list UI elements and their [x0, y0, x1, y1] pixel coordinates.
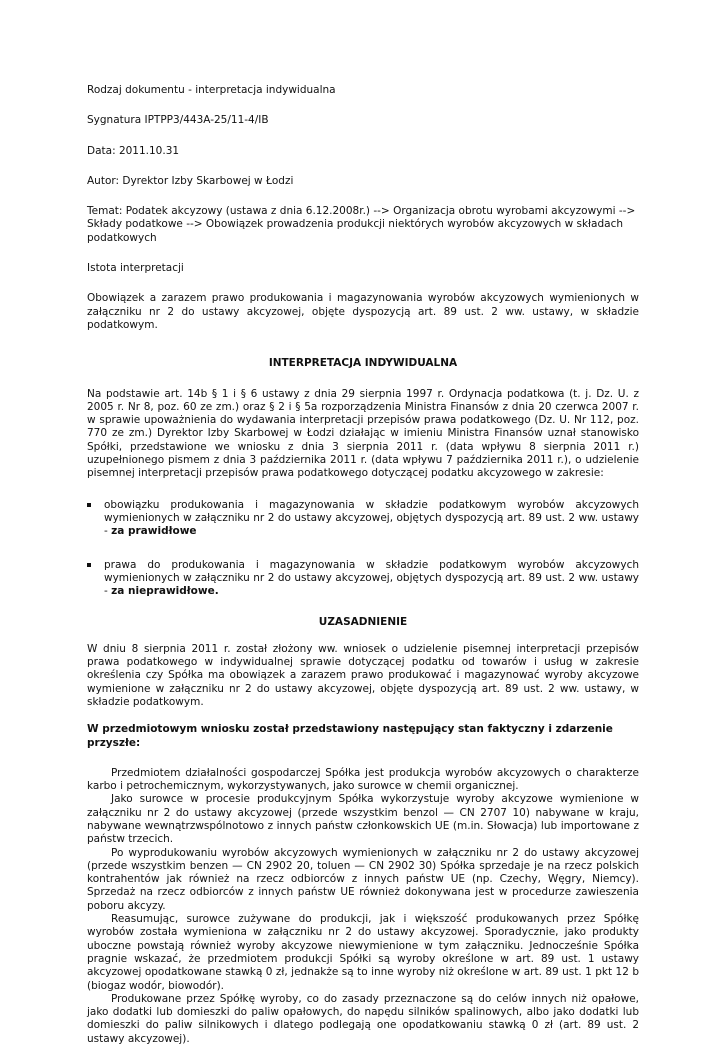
- facts-paragraph: Przedmiotem działalności gospodarczej Spółka jest produkcja wyrobów akcyzowych o charakterze karbo i petrochemicznym, wykorzystywanych, jako surowce w chemii organicznej.: [87, 766, 639, 793]
- facts-paragraph: Produkowane przez Spółkę wyroby, co do zasady przeznaczone są do celów innych niż opałowe, jako dodatki lub domieszki do paliw opałowych, do napędu silników spalinowych, albo jako dodatki lub domieszki do paliw silnikowych i dlatego podlegają one opodatkowaniu stawką 0 zł (art. 89 ust. 2 ustawy akcyzowej).: [87, 992, 639, 1045]
- scope-item-text: obowiązku produkowania i magazynowania w składzie podatkowym wyrobów akcyzowych wymienionych w załączniku nr 2 do ustawy akcyzowej, objętych dyspozycją art. 89 ust. 2 ww. ustawy -: [104, 498, 639, 538]
- document-signature: Sygnatura IPTPP3/443A-25/11-4/IB: [87, 114, 269, 127]
- document-topic: Temat: Podatek akcyzowy (ustawa z dnia 6.12.2008r.) --> Organizacja obrotu wyrobami akcyzowymi --> Składy podatkowe --> Obowiązek prowadzenia produkcji niektórych wyrobów akcyzowych w składach podatkowych: [87, 205, 636, 244]
- facts-heading: W przedmiotowym wniosku został przedstawiony następujący stan faktyczny i zdarzenie przyszłe:: [87, 723, 613, 749]
- document-author: Autor: Dyrektor Izby Skarbowej w Łodzi: [87, 174, 294, 187]
- essence-label: Istota interpretacji: [87, 262, 184, 275]
- bullet-icon: [87, 503, 91, 507]
- scope-list: [87, 499, 639, 599]
- interpretation-heading: INTERPRETACJA INDYWIDUALNA: [268, 357, 458, 370]
- scope-item-text: prawa do produkowania i magazynowania w składzie podatkowym wyrobów akcyzowych wymienionych w załączniku nr 2 do ustawy akcyzowej, objętych dyspozycją art. 89 ust. 2 ww. ustawy -: [104, 558, 639, 598]
- scope-list-item: [87, 499, 639, 539]
- document-date: Data: 2011.10.31: [87, 144, 180, 157]
- justification-paragraph: W dniu 8 sierpnia 2011 r. został złożony ww. wniosek o udzielenie pisemnej interpretacji przepisów prawa podatkowego w indywidualnej sprawie dotyczącej podatku od towarów i usług w zakresie określenia czy Spółka ma obowiązek a zarazem prawo produkować i magazynować wyroby akcyzowe wymienione w załączniku nr 2 do ustawy akcyzowej, objęte dyspozycją art. 89 ust. 2 ww. ustawy, w składzie podatkowym.: [87, 642, 639, 708]
- scope-item-verdict: za nieprawidłowe.: [111, 585, 219, 598]
- scope-item-verdict: za prawidłowe: [111, 525, 197, 538]
- bullet-icon: [87, 563, 91, 567]
- facts-paragraph: Reasumując, surowce zużywane do produkcji, jak i większość produkowanych przez Spółkę wyrobów została wymieniona w załączniku nr 2 do ustawy akcyzowej. Sporadycznie, jako produkty uboczne powstają również wyroby akcyzowe niewymienione w tym załączniku. Jednocześnie Spółka pragnie wskazać, że przedmiotem produkcji Spółki są wyroby określone w art. 89 ust. 1 ustawy akcyzowej opodatkowane stawką 0 zł, jednakże są to inne wyroby niż określone w art. 89 ust. 1 pkt 12 b (biogaz wodór, biowodór).: [87, 913, 639, 992]
- document-body: [87, 84, 639, 1046]
- document-type: Rodzaj dokumentu - interpretacja indywidualna: [87, 84, 336, 96]
- justification-heading: UZASADNIENIE: [318, 616, 408, 629]
- facts-paragraph: Po wyprodukowaniu wyrobów akcyzowych wymienionych w załączniku nr 2 do ustawy akcyzowej (przede wszystkim benzen — CN 2902 20, toluen — CN 2902 30) Spółka sprzedaje je na rzecz polskich kontrahentów jak również na rzecz odbiorców z innych państw UE (np. Czechy, Węgry, Niemcy). Sprzedaż na rzecz odbiorców z innych państw UE również dokonywana jest w procedurze zawieszenia poboru akcyzy.: [87, 846, 639, 912]
- intro-paragraph: Na podstawie art. 14b § 1 i § 6 ustawy z dnia 29 sierpnia 1997 r. Ordynacja podatkowa (t. j. Dz. U. z 2005 r. Nr 8, poz. 60 ze zm.) oraz § 2 i § 5a rozporządzenia Ministra Finansów z dnia 20 czerwca 2007 r. w sprawie upoważnienia do wydawania interpretacji przepisów prawa podatkowego (Dz. U. Nr 112, poz. 770 ze zm.) Dyrektor Izby Skarbowej w Łodzi działając w imieniu Ministra Finansów uznał stanowisko Spółki, przedstawione we wniosku z dnia 3 sierpnia 2011 r. (data wpływu 8 sierpnia 2011 r.) uzupełnionego pismem z dnia 3 października 2011 r. (data wpływu 7 października 2011 r.), o udzielenie pisemnej interpretacji przepisów prawa podatkowego dotyczącej podatku akcyzowego w zakresie:: [87, 387, 639, 480]
- essence-text: Obowiązek a zarazem prawo produkowania i magazynowania wyrobów akcyzowych wymienionych w załączniku nr 2 do ustawy akcyzowej, objęte dyspozycją art. 89 ust. 2 ww. ustawy, w składzie podatkowym.: [87, 292, 639, 331]
- scope-list-item: [87, 559, 639, 599]
- facts-paragraph: Jako surowce w procesie produkcyjnym Spółka wykorzystuje wyroby akcyzowe wymienione w załączniku nr 2 do ustawy akcyzowej (przede wszystkim benzol — CN 2707 10) nabywane w kraju, nabywane wewnątrzwspólnotowo z innych państw członkowskich UE (m.in. Słowacja) lub importowane z państw trzecich.: [87, 793, 639, 846]
